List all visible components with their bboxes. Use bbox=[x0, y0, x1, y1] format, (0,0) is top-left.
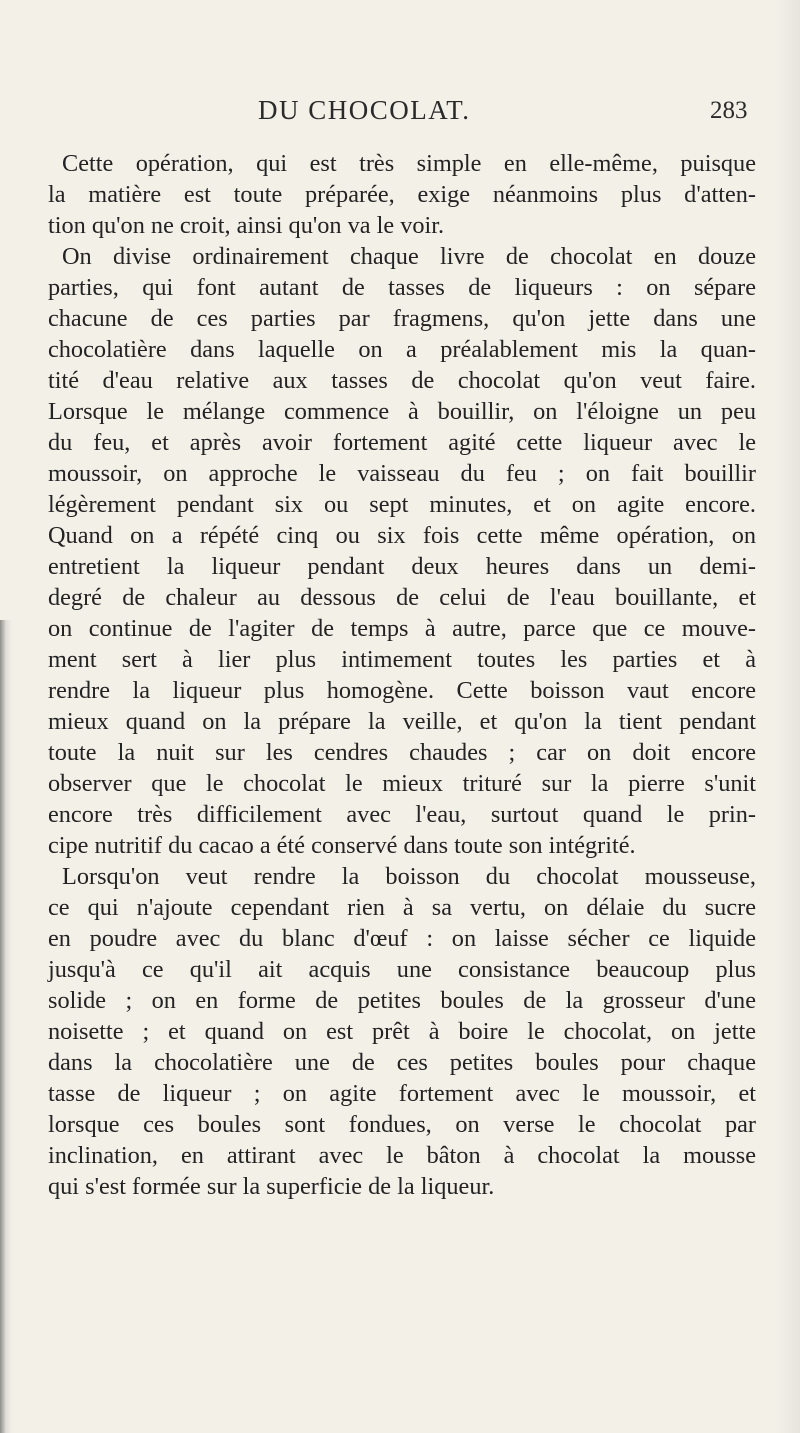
text-line: chocolatière dans laquelle on a préalablement mis la quan- bbox=[48, 336, 756, 363]
text-line: en poudre avec du blanc d'œuf : on laisse sécher ce liquide bbox=[48, 925, 756, 952]
running-title: DU CHOCOLAT. bbox=[258, 95, 471, 125]
text-line: noisette ; et quand on est prêt à boire le chocolat, on jette bbox=[48, 1018, 756, 1045]
text-line: la matière est toute préparée, exige néanmoins plus d'atten- bbox=[48, 181, 756, 208]
text-line: légèrement pendant six ou sept minutes, et on agite encore. bbox=[48, 491, 756, 518]
text-line: jusqu'à ce qu'il ait acquis une consistance beaucoup plus bbox=[48, 956, 756, 983]
text-line: chacune de ces parties par fragmens, qu'on jette dans une bbox=[48, 305, 756, 332]
text-line: tité d'eau relative aux tasses de chocolat qu'on veut faire. bbox=[48, 367, 756, 394]
page-number: 283 bbox=[710, 97, 748, 124]
text-line: qui s'est formée sur la superficie de la liqueur. bbox=[48, 1173, 495, 1200]
text-line: encore très difficilement avec l'eau, surtout quand le prin- bbox=[48, 801, 756, 828]
text-line: degré de chaleur au dessous de celui de l'eau bouillante, et bbox=[48, 584, 756, 611]
text-line: Lorsque le mélange commence à bouillir, on l'éloigne un peu bbox=[48, 398, 756, 425]
text-line: ce qui n'ajoute cependant rien à sa vertu, on délaie du sucre bbox=[48, 894, 756, 921]
text-line: lorsque ces boules sont fondues, on verse le chocolat par bbox=[48, 1111, 756, 1138]
text-line: dans la chocolatière une de ces petites boules pour chaque bbox=[48, 1049, 756, 1076]
text-line: solide ; on en forme de petites boules de la grosseur d'une bbox=[48, 987, 756, 1014]
text-line: inclination, en attirant avec le bâton à chocolat la mousse bbox=[48, 1142, 756, 1169]
text-line: Lorsqu'on veut rendre la boisson du chocolat mousseuse, bbox=[62, 863, 756, 890]
text-line: mieux quand on la prépare la veille, et qu'on la tient pendant bbox=[48, 708, 756, 735]
text-line: Cette opération, qui est très simple en elle-même, puisque bbox=[62, 150, 756, 177]
text-line: On divise ordinairement chaque livre de chocolat en douze bbox=[62, 243, 756, 270]
text-line: observer que le chocolat le mieux trituré sur la pierre s'unit bbox=[48, 770, 756, 797]
text-line: rendre la liqueur plus homogène. Cette boisson vaut encore bbox=[48, 677, 756, 704]
text-line: entretient la liqueur pendant deux heures dans un demi- bbox=[48, 553, 756, 580]
text-line: tasse de liqueur ; on agite fortement avec le moussoir, et bbox=[48, 1080, 756, 1107]
text-line: toute la nuit sur les cendres chaudes ; car on doit encore bbox=[48, 739, 756, 766]
text-line: on continue de l'agiter de temps à autre, parce que ce mouve- bbox=[48, 615, 756, 642]
page-edge-shadow bbox=[776, 0, 800, 1433]
text-line: cipe nutritif du cacao a été conservé dans toute son intégrité. bbox=[48, 832, 636, 859]
body-text bbox=[48, 148, 756, 1202]
text-line: parties, qui font autant de tasses de liqueurs : on sépare bbox=[48, 274, 756, 301]
text-line: Quand on a répété cinq ou six fois cette même opération, on bbox=[48, 522, 756, 549]
text-line: du feu, et après avoir fortement agité cette liqueur avec le bbox=[48, 429, 756, 456]
text-line: moussoir, on approche le vaisseau du feu ; on fait bouillir bbox=[48, 460, 756, 487]
text-line: tion qu'on ne croit, ainsi qu'on va le voir. bbox=[48, 212, 445, 239]
page-header bbox=[0, 95, 800, 135]
text-line: ment sert à lier plus intimement toutes les parties et à bbox=[48, 646, 756, 673]
page-spine-shadow bbox=[0, 620, 12, 1433]
